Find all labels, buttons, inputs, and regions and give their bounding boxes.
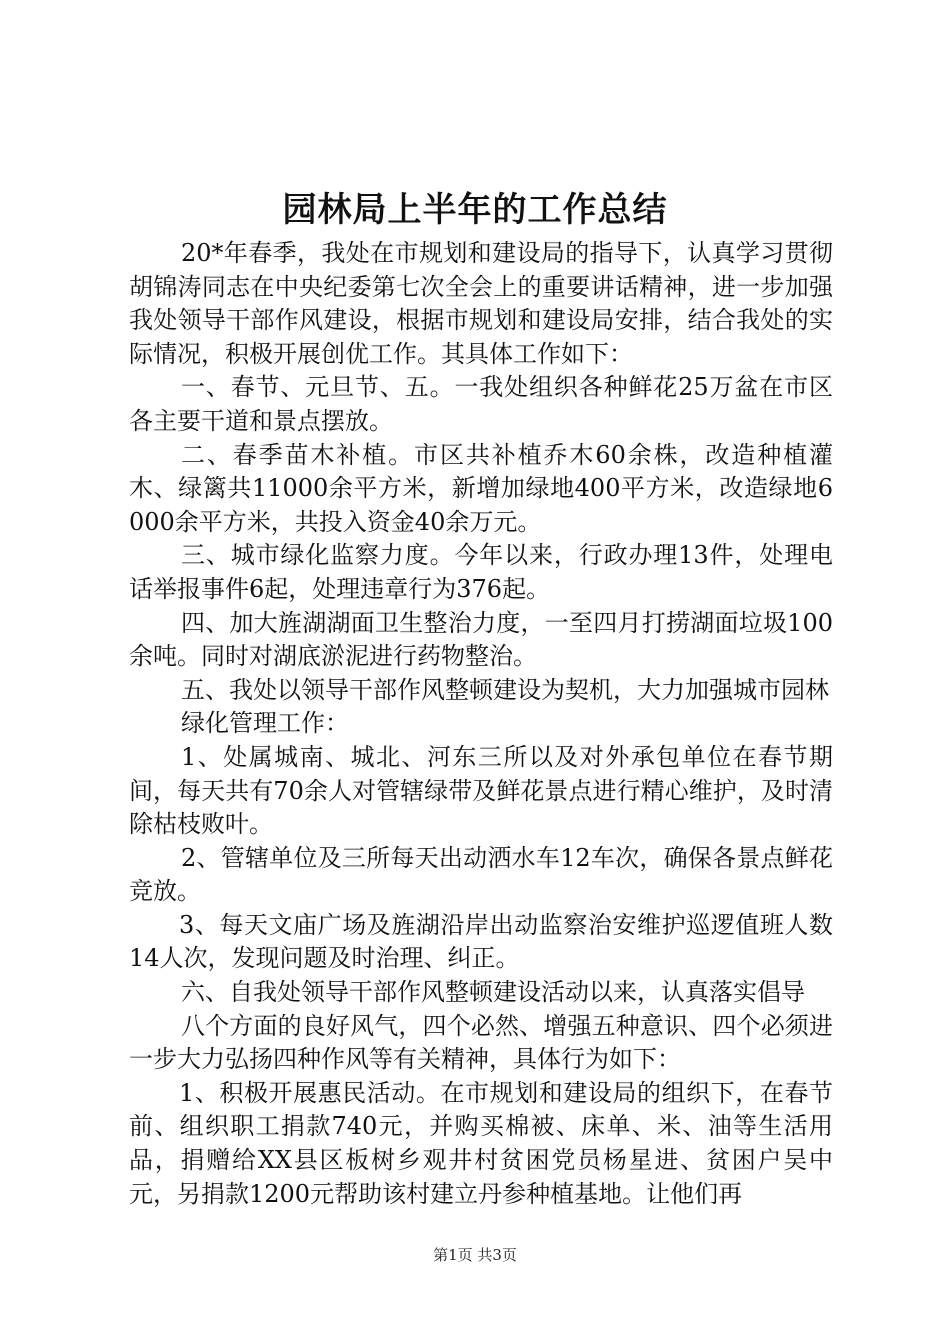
paragraph-sub-2: 2、管辖单位及三所每天出动洒水车12车次，确保各景点鲜花竞放。 — [129, 843, 833, 906]
paragraph-item-2: 二、春季苗木补植。市区共补植乔木60余株，改造种植灌木、绿篱共11000余平方米，新增加绿地400平方米，改造绿地6000余平方米，共投入资金40余万元。 — [129, 440, 833, 536]
paragraph-intro: 20*年春季，我处在市规划和建设局的指导下，认真学习贯彻胡锦涛同志在中央纪委第七次全会上的重要讲话精神，进一步加强我处领导干部作风建设，根据市规划和建设局安排，结合我处的实际情况，积极开展创优工作。其具体工作如下： — [129, 239, 833, 368]
paragraph-item-6: 六、自我处领导干部作风整顿建设活动以来，认真落实倡导 — [181, 978, 805, 1007]
paragraph-item-4: 四、加大旌湖湖面卫生整治力度，一至四月打捞湖面垃圾100余吨。同时对湖底淤泥进行药物整治。 — [129, 608, 833, 671]
paragraph-item-1: 一、春节、元旦节、五。一我处组织各种鲜花25万盆在市区各主要干道和景点摆放。 — [129, 373, 833, 435]
paragraph-sub-6-1: 1、积极开展惠民活动。在市规划和建设局的组织下，在春节前、组织职工捐款740元，并购买棉被、床单、米、油等生活用品，捐赠给XX县区板树乡观井村贫困党员杨星进、贫困户吴中元，另捐款1200元帮助该村建立丹参种植基地。让他们再 — [129, 1078, 833, 1208]
document-title: 园林局上半年的工作总结 — [282, 190, 668, 230]
document-body — [129, 237, 833, 1211]
paragraph-item-3: 三、城市绿化监察力度。今年以来，行政办理13件，处理电话举报事件6起，处理违章行为376起。 — [129, 541, 833, 603]
paragraph-sub-3: 3、每天文庙广场及旌湖沿岸出动监察治安维护巡逻值班人数14人次，发现问题及时治理、纠正。 — [129, 910, 833, 973]
paragraph-item-5-cont: 绿化管理工作： — [181, 709, 349, 738]
paragraph-item-6-cont: 八个方面的良好风气，四个必然、增强五种意识、四个必须进一步大力弘扬四种作风等有关精神，具体行为如下： — [129, 1011, 833, 1074]
paragraph-item-5: 五、我处以领导干部作风整顿建设为契机，大力加强城市园林 — [181, 675, 829, 704]
page-footer: 第1页 共3页 — [433, 1246, 517, 1264]
paragraph-sub-1: 1、处属城南、城北、河东三所以及对外承包单位在春节期间，每天共有70余人对管辖绿带及鲜花景点进行精心维护，及时清除枯枝败叶。 — [129, 742, 833, 839]
